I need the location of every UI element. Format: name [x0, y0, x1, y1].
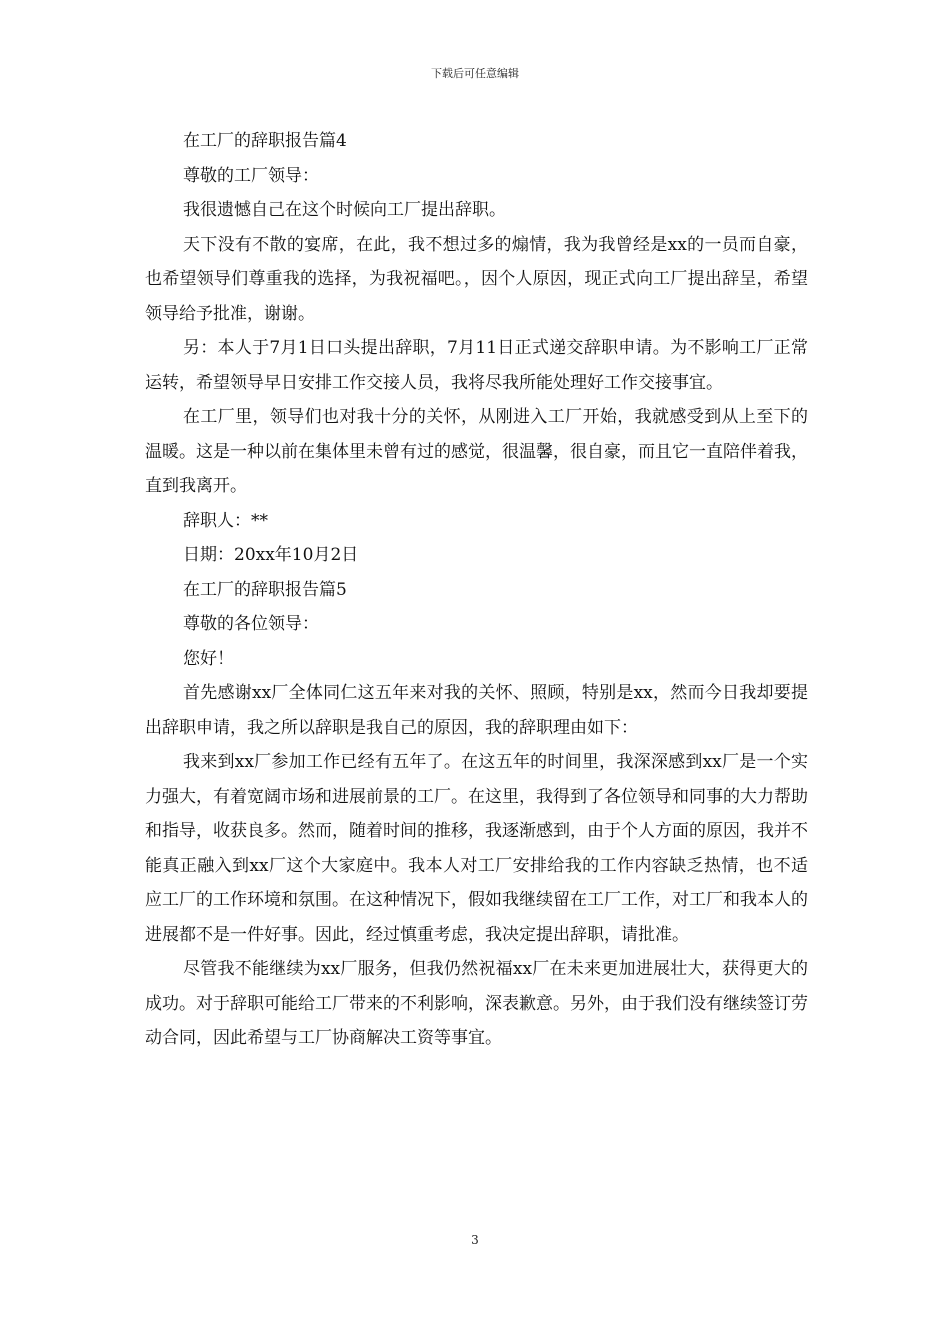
body-paragraph: 在工厂里，领导们也对我十分的关怀，从刚进入工厂开始，我就感受到从上至下的温暖。这是一种以前在集体里未曾有过的感觉，很温馨，很自豪，而且它一直陪伴着我，直到我离开。	[145, 407, 808, 496]
page-header: 下载后可任意编辑	[431, 67, 519, 80]
body-paragraph: 天下没有不散的宴席，在此，我不想过多的煽情，我为我曾经是xx的一员而自豪，也希望领导们尊重我的选择，为我祝福吧。，因个人原因，现正式向工厂提出辞呈，希望领导给予批准，谢谢。	[145, 234, 808, 324]
page-number: 3	[471, 1233, 479, 1247]
salutation: 尊敬的各位领导：	[183, 614, 319, 634]
section-title: 在工厂的辞职报告篇4	[183, 131, 347, 151]
body-paragraph: 我很遗憾自己在这个时候向工厂提出辞职。	[183, 200, 506, 220]
document-body	[145, 124, 808, 1056]
greeting: 您好！	[183, 648, 234, 669]
body-paragraph: 尽管我不能继续为xx厂服务，但我仍然祝福xx厂在未来更加进展壮大，获得更大的成功。对于辞职可能给工厂带来的不利影响，深表歉意。另外，由于我们没有继续签订劳动合同，因此希望与工厂协商解决工资等事宜。	[145, 959, 808, 1048]
section-title: 在工厂的辞职报告篇5	[183, 579, 347, 600]
body-paragraph: 首先感谢xx厂全体同仁这五年来对我的关怀、照顾，特别是xx，然而今日我却要提出辞职申请，我之所以辞职是我自己的原因，我的辞职理由如下：	[145, 683, 808, 738]
date-line: 日期：20xx年10月2日	[183, 545, 359, 565]
body-paragraph: 另：本人于7月1日口头提出辞职，7月11日正式递交辞职申请。为不影响工厂正常运转，希望领导早日安排工作交接人员，我将尽我所能处理好工作交接事宜。	[145, 338, 808, 393]
body-paragraph: 我来到xx厂参加工作已经有五年了。在这五年的时间里，我深深感到xx厂是一个实力强大，有着宽阔市场和进展前景的工厂。在这里，我得到了各位领导和同事的大力帮助和指导，收获良多。然而，随着时间的推移，我逐渐感到，由于个人方面的原因，我并不能真正融入到xx厂这个大家庭中。我本人对工厂安排给我的工作内容缺乏热情，也不适应工厂的工作环境和氛围。在这种情况下，假如我继续留在工厂工作，对工厂和我本人的进展都不是一件好事。因此，经过慎重考虑，我决定提出辞职，请批准。	[145, 752, 808, 945]
salutation: 尊敬的工厂领导：	[183, 165, 319, 186]
signature-line: 辞职人：**	[183, 510, 268, 531]
